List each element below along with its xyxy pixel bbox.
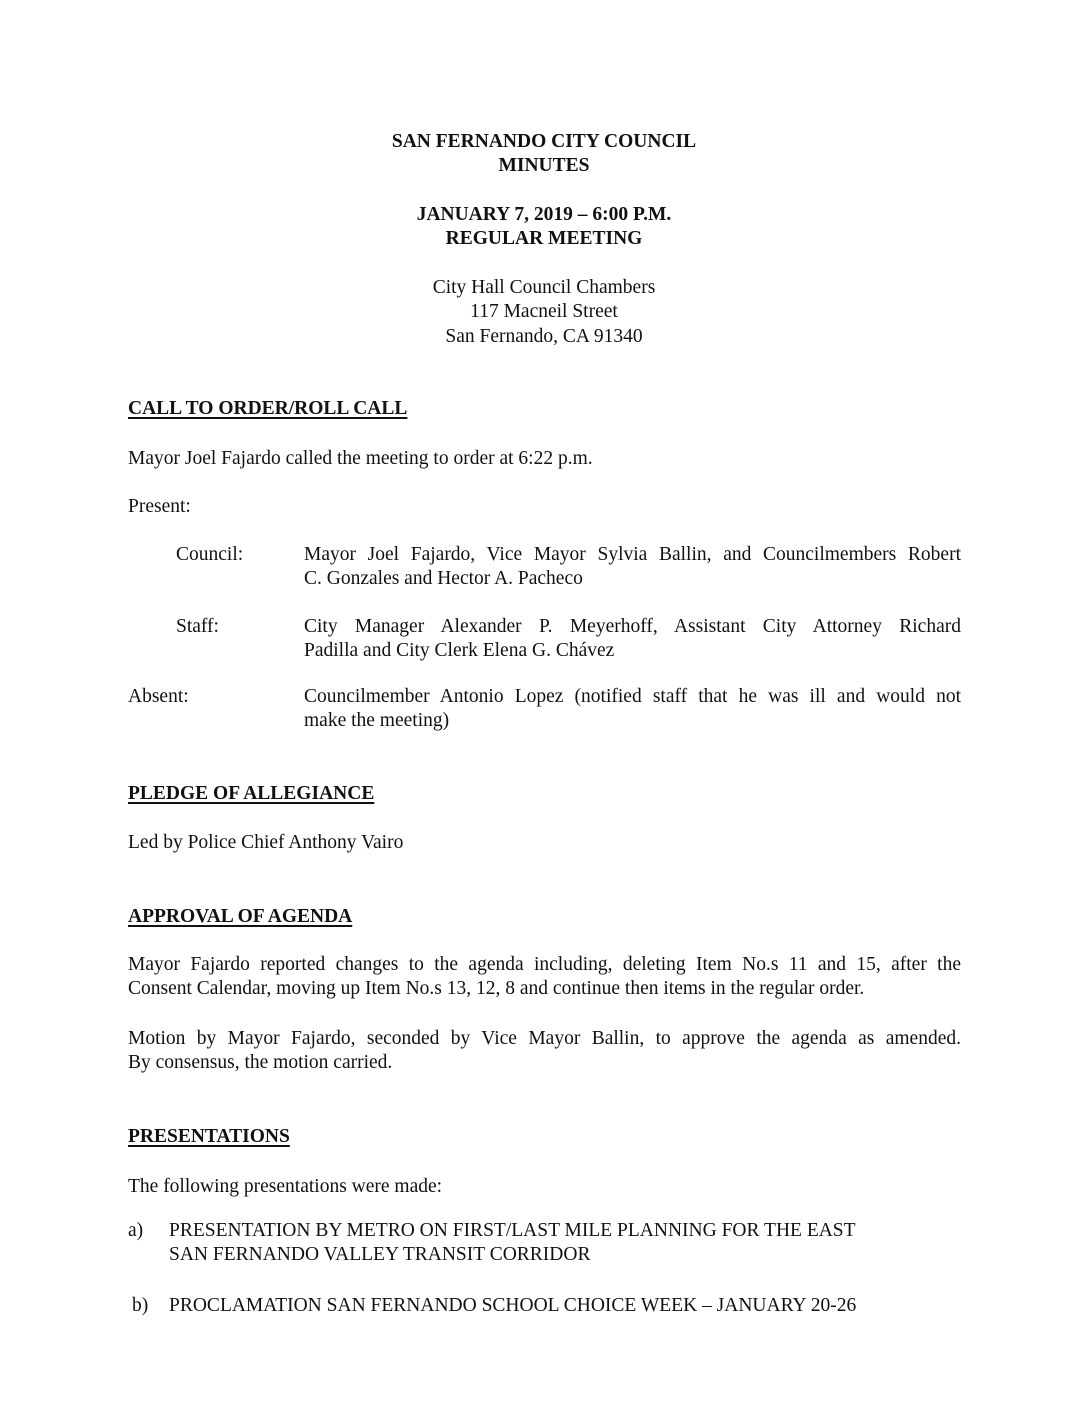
presentation-item-line: PROCLAMATION SAN FERNANDO SCHOOL CHOICE WEEK – JANUARY 20-26: [169, 1295, 857, 1316]
venue-street: 117 Macneil Street: [470, 301, 618, 322]
presentations-intro: The following presentations were made:: [128, 1176, 443, 1197]
venue-name: City Hall Council Chambers: [432, 277, 656, 298]
council-title: SAN FERNANDO CITY COUNCIL: [391, 131, 697, 152]
council-members-line: C. Gonzales and Hector A. Pacheco: [304, 568, 583, 589]
venue-city: San Fernando, CA 91340: [445, 326, 643, 347]
council-members-line: Mayor Joel Fajardo, Vice Mayor Sylvia Ballin, and Councilmembers Robert: [304, 544, 961, 565]
section-heading-pledge: PLEDGE OF ALLEGIANCE: [128, 783, 375, 804]
paragraph-line: Consent Calendar, moving up Item No.s 13, 12, 8 and continue then items in the regular order.: [128, 978, 865, 999]
paragraph-line: Mayor Fajardo reported changes to the agenda including, deleting Item No.s 11 and 15, after the: [128, 954, 961, 975]
section-heading-presentations: PRESENTATIONS: [128, 1126, 290, 1147]
staff-members: [304, 615, 961, 663]
absent-label: Absent:: [128, 686, 189, 707]
presentation-item-letter: a): [128, 1220, 144, 1241]
meeting-type: REGULAR MEETING: [445, 228, 643, 249]
pledge-text: Led by Police Chief Anthony Vairo: [128, 832, 404, 853]
presentation-item: [169, 1219, 856, 1267]
presentation-item: [169, 1294, 856, 1318]
agenda-motion-paragraph: [128, 1027, 961, 1075]
paragraph-line: By consensus, the motion carried.: [128, 1052, 393, 1073]
present-label: Present:: [128, 496, 191, 517]
presentation-item-letter: b): [132, 1295, 149, 1316]
call-to-order-text: Mayor Joel Fajardo called the meeting to order at 6:22 p.m.: [128, 448, 593, 469]
staff-members-line: Padilla and City Clerk Elena G. Chávez: [304, 640, 615, 661]
presentation-item-line: SAN FERNANDO VALLEY TRANSIT CORRIDOR: [169, 1244, 591, 1265]
council-members: [304, 543, 961, 591]
agenda-changes-paragraph: [128, 953, 961, 1001]
council-label: Council:: [176, 544, 244, 565]
meeting-date: JANUARY 7, 2019 – 6:00 P.M.: [416, 204, 672, 225]
staff-label: Staff:: [176, 616, 219, 637]
presentation-item-line: PRESENTATION BY METRO ON FIRST/LAST MILE PLANNING FOR THE EAST: [169, 1220, 856, 1241]
section-heading-agenda: APPROVAL OF AGENDA: [128, 906, 353, 927]
absent-members-line: make the meeting): [304, 710, 450, 731]
absent-members-line: Councilmember Antonio Lopez (notified staff that he was ill and would not: [304, 686, 961, 707]
section-heading-roll-call: CALL TO ORDER/ROLL CALL: [128, 398, 408, 419]
staff-members-line: City Manager Alexander P. Meyerhoff, Assistant City Attorney Richard: [304, 616, 961, 637]
paragraph-line: Motion by Mayor Fajardo, seconded by Vice Mayor Ballin, to approve the agenda as amended.: [128, 1028, 961, 1049]
absent-members: [304, 685, 961, 733]
document-type: MINUTES: [498, 155, 590, 176]
